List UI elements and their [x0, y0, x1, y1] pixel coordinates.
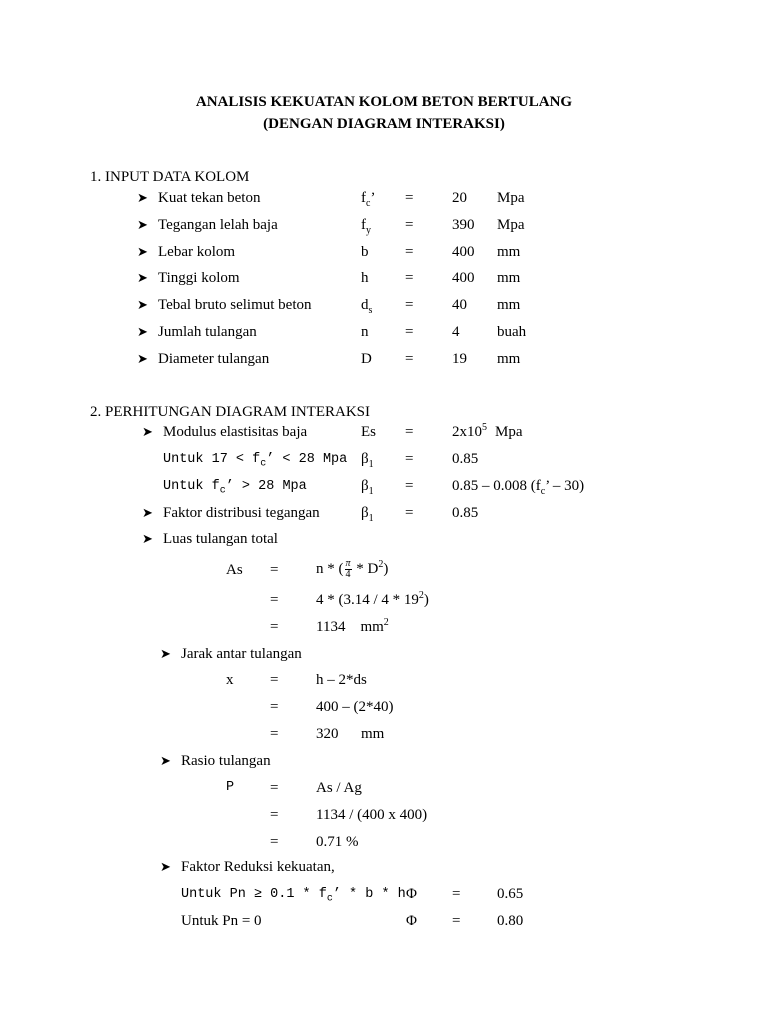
input-value: 19 [452, 351, 467, 367]
faktor-distribusi-label: Faktor distribusi tegangan [163, 505, 320, 521]
input-unit: mm [497, 351, 521, 367]
arrowhead-bullet-icon: ➤ [137, 270, 148, 285]
luas-label: Luas tulangan total [163, 531, 278, 547]
input-equals: = [405, 244, 414, 260]
jarak-result: 320 mm [316, 726, 385, 742]
input-symbol: h [361, 270, 369, 286]
input-symbol: $f_y$ [361, 217, 371, 236]
luas-formula-1: n * ( $\frac{\pi}{4}$ * $D^2$) [316, 558, 389, 581]
beta-case2-symbol: $\beta_1$ [361, 478, 374, 497]
rasio-result: 0.71 % [316, 834, 359, 850]
jarak-equals-3: = [270, 726, 279, 742]
arrowhead-bullet-icon: ➤ [137, 244, 148, 259]
beta-case1-symbol: $\beta_1$ [361, 451, 374, 470]
input-unit: Mpa [497, 217, 525, 233]
input-label: Tebal bruto selimut beton [158, 297, 312, 313]
luas-result: 1134 $mm^2$ [316, 617, 389, 635]
modulus-symbol: Es [361, 424, 376, 440]
jarak-line-1: h – 2*ds [316, 672, 367, 688]
rasio-variable: P [226, 780, 235, 795]
reduksi-case1-label: Untuk $Pn \ge 0.1 * f_c$’ * b * h [181, 887, 406, 905]
reduksi-case2-value: 0.80 [497, 913, 524, 929]
beta-case1-label: Untuk $17 < f_c$’ < 28 Mpa [163, 452, 348, 470]
luas-formula-2: $4 * (3.14 / 4 * 19^2)$ [316, 590, 429, 608]
jarak-equals-2: = [270, 699, 279, 715]
beta-case2-label: Untuk $f_c$’ > 28 Mpa [163, 479, 307, 497]
document-title-line2: (DENGAN DIAGRAM INTERAKSI) [263, 116, 505, 132]
luas-equals-3: = [270, 619, 279, 635]
input-unit: Mpa [497, 190, 525, 206]
input-symbol: D [361, 351, 372, 367]
input-equals: = [405, 190, 414, 206]
modulus-value: $2x10^5$ Mpa [452, 422, 523, 440]
arrowhead-bullet-icon: ➤ [137, 351, 148, 366]
input-symbol: n [361, 324, 369, 340]
jarak-equals-1: = [270, 672, 279, 688]
input-unit: mm [497, 270, 521, 286]
input-value: 20 [452, 190, 467, 206]
reduksi-case1-equals: = [452, 886, 461, 902]
input-value: 400 [452, 244, 475, 260]
arrowhead-bullet-icon: ➤ [142, 424, 153, 439]
input-label: Lebar kolom [158, 244, 236, 260]
arrowhead-bullet-icon: ➤ [160, 753, 171, 768]
reduksi-case2-symbol: Φ [406, 913, 417, 929]
input-symbol: $f_c$’ [361, 190, 376, 209]
jarak-label: Jarak antar tulangan [181, 646, 302, 662]
input-symbol: $d_s$ [361, 297, 373, 316]
arrowhead-bullet-icon: ➤ [137, 324, 148, 339]
rasio-equals-2: = [270, 807, 279, 823]
input-value: 4 [452, 324, 460, 340]
input-equals: = [405, 297, 414, 313]
arrowhead-bullet-icon: ➤ [137, 190, 148, 205]
input-value: 400 [452, 270, 475, 286]
input-label: Tegangan lelah baja [158, 217, 278, 233]
arrowhead-bullet-icon: ➤ [142, 505, 153, 520]
arrowhead-bullet-icon: ➤ [137, 217, 148, 232]
input-value: 40 [452, 297, 467, 313]
input-label: Kuat tekan beton [158, 190, 261, 206]
pi-over-4-fraction: $\frac{\pi}{4}$ [345, 558, 351, 581]
input-label: Tinggi kolom [158, 270, 240, 286]
rasio-label: Rasio tulangan [181, 753, 271, 769]
rasio-line-2: 1134 / (400 x 400) [316, 807, 428, 823]
input-value: 390 [452, 217, 475, 233]
luas-equals-2: = [270, 592, 279, 608]
input-label: Diameter tulangan [158, 351, 270, 367]
beta-case2-equals: = [405, 478, 414, 494]
arrowhead-bullet-icon: ➤ [142, 531, 153, 546]
faktor-distribusi-value: 0.85 [452, 505, 479, 521]
luas-variable: As [226, 562, 243, 578]
modulus-label: Modulus elastisitas baja [163, 424, 308, 440]
section2-heading: 2. PERHITUNGAN DIAGRAM INTERAKSI [90, 404, 370, 420]
input-equals: = [405, 270, 414, 286]
beta-case1-value: 0.85 [452, 451, 479, 467]
document-title-line1: ANALISIS KEKUATAN KOLOM BETON BERTULANG [195, 94, 573, 110]
input-equals: = [405, 351, 414, 367]
input-unit: mm [497, 244, 521, 260]
arrowhead-bullet-icon: ➤ [160, 859, 171, 874]
input-unit: buah [497, 324, 527, 340]
input-equals: = [405, 217, 414, 233]
modulus-equals: = [405, 424, 414, 440]
beta-case2-value: 0.85 – 0.008 ($f_c$’ – 30) [452, 478, 585, 497]
input-label: Jumlah tulangan [158, 324, 257, 340]
reduksi-case2-equals: = [452, 913, 461, 929]
luas-equals-1: = [270, 562, 279, 578]
beta-case1-equals: = [405, 451, 414, 467]
faktor-distribusi-equals: = [405, 505, 414, 521]
rasio-line-1: As / Ag [316, 780, 362, 796]
rasio-equals-3: = [270, 834, 279, 850]
faktor-distribusi-symbol: $\beta_1$ [361, 505, 374, 524]
jarak-variable: x [226, 672, 234, 688]
section1-heading: 1. INPUT DATA KOLOM [90, 169, 250, 185]
jarak-line-2: 400 – (2*40) [316, 699, 394, 715]
input-unit: mm [497, 297, 521, 313]
reduksi-case1-symbol: Φ [406, 886, 417, 902]
input-symbol: b [361, 244, 369, 260]
rasio-equals-1: = [270, 780, 279, 796]
reduksi-case2-label: Untuk Pn = 0 [181, 913, 262, 929]
arrowhead-bullet-icon: ➤ [137, 297, 148, 312]
input-equals: = [405, 324, 414, 340]
arrowhead-bullet-icon: ➤ [160, 646, 171, 661]
reduksi-case1-value: 0.65 [497, 886, 524, 902]
faktor-reduksi-label: Faktor Reduksi kekuatan, [181, 859, 335, 875]
